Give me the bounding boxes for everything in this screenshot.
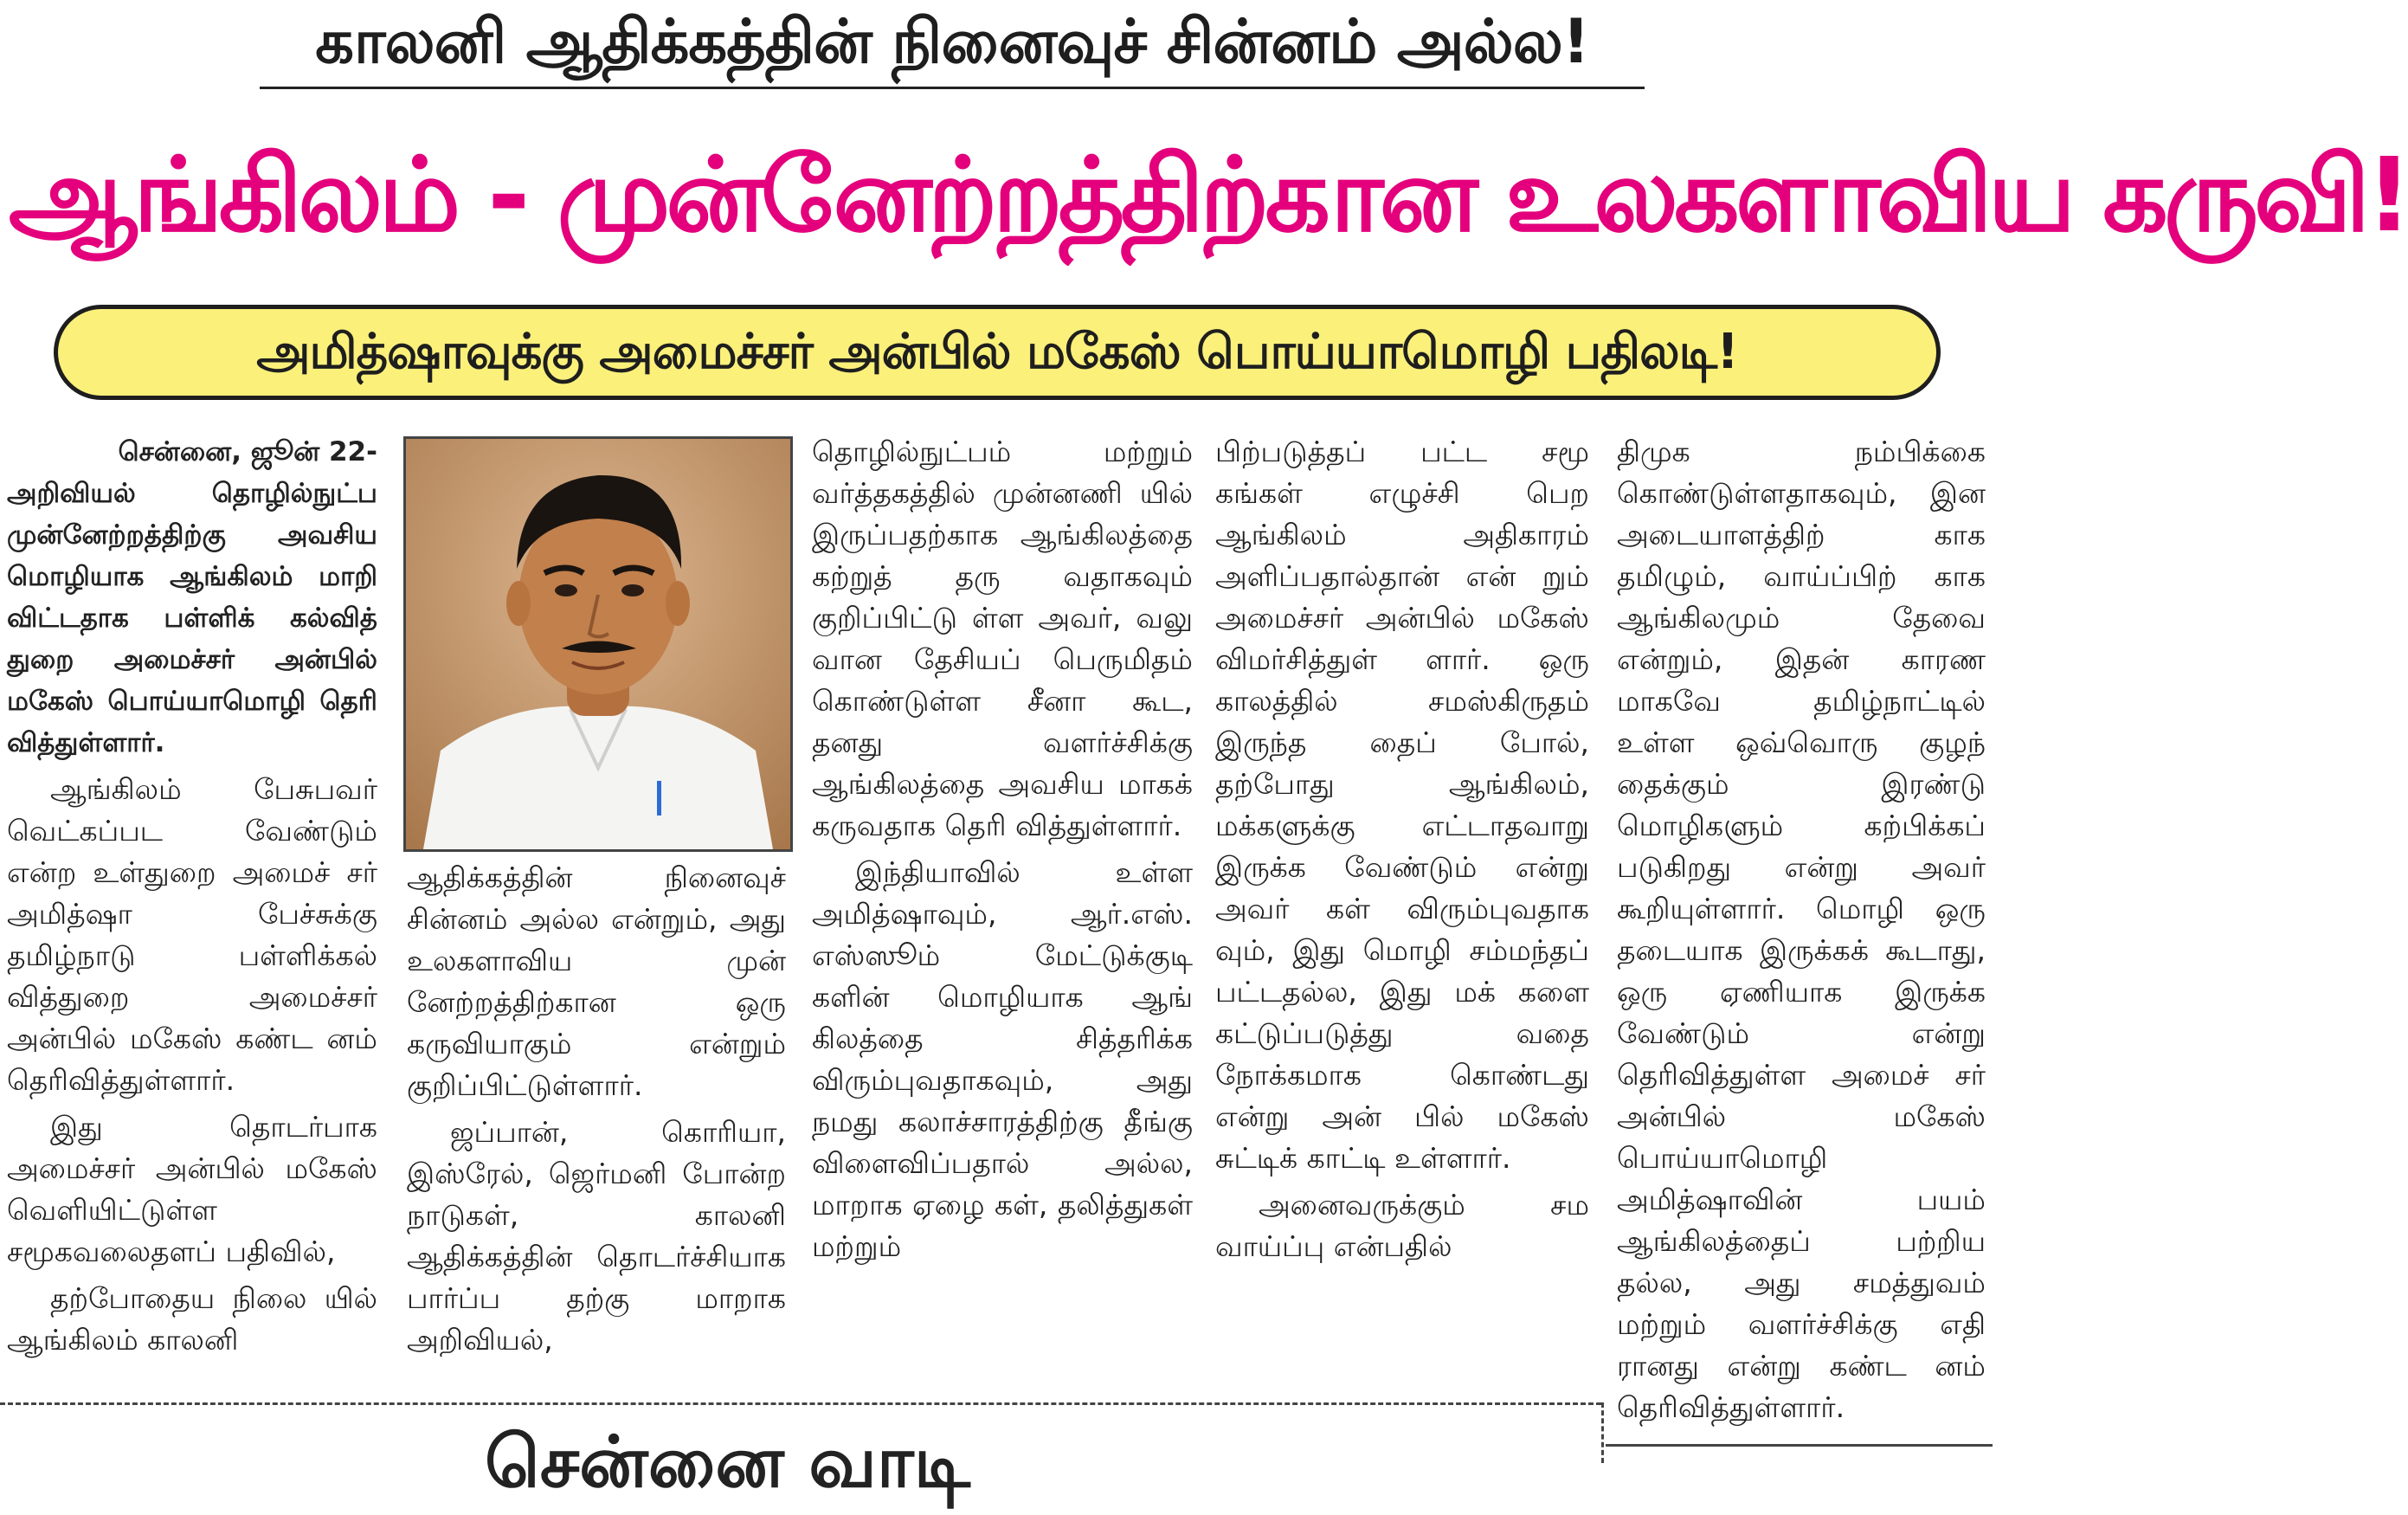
body-paragraph: தற்போதைய நிலை யில் ஆங்கிலம் காலனி bbox=[7, 1281, 377, 1357]
body-paragraph: தொழில்நுட்பம் மற்றும் வர்த்தகத்தில் முன்னணி யில் இருப்பதற்காக ஆங்கிலத்தை கற்றுத் தரு வதாகவும் குறிப்பிட்டு ள்ள அவர், வலு வான தேசியப் பெருமிதம் கொண்டுள்ள சீனா கூட, தனது வளர்ச்சிக்கு ஆங்கிலத்தை அவசிய மாகக் கருவதாக தெரி வித்துள்ளார். bbox=[812, 435, 1193, 842]
body-paragraph: பிற்படுத்தப் பட்ட சமூ கங்கள் எழுச்சி பெற ஆங்கிலம் அதிகாரம் அளிப்பதால்தான் என் றும் அமைச்சர் அன்பில் மகேஸ் விமர்சித்துள் ளார். ஒரு காலத்தில் சமஸ்கிருதம் இருந்த தைப் போல், தற்போது ஆங்கிலம், மக்களுக்கு எட்டாதவாறு இருக்க வேண்டும் என்று அவர் கள் விரும்புவதாக வும், இது மொழி சம்மந்தப் பட்டதல்ல, இது மக் களை கட்டுப்படுத்து வதை நோக்கமாக கொண்டது என்று அன் பில் மகேஸ் சுட்டிக் காட்டி உள்ளார். bbox=[1215, 435, 1589, 1175]
divider bbox=[1606, 1444, 1993, 1447]
article-column-2 bbox=[407, 857, 786, 1366]
dateline: சென்னை, ஜூன் 22- bbox=[118, 436, 377, 467]
minister-photo bbox=[403, 436, 793, 852]
dashed-divider-vertical bbox=[1601, 1402, 1604, 1463]
body-paragraph: ஜப்பான், கொரியா, இஸ்ரேல், ஜெர்மனி போன்ற நாடுகள், காலனி ஆதிக்கத்தின் தொடர்ச்சியாக பார்ப்ப தற்கு மாறாக அறிவியல், bbox=[407, 1115, 786, 1357]
article-column-5 bbox=[1617, 431, 1986, 1434]
kicker-headline: காலனி ஆதிக்கத்தின் நினைவுச் சின்னம் அல்ல! bbox=[260, 0, 1645, 89]
dashed-divider bbox=[0, 1402, 1601, 1405]
article-column-1 bbox=[7, 431, 377, 1366]
main-headline: ஆங்கிலம் - முன்னேற்றத்திற்கான உலகளாவிய கருவி! bbox=[9, 135, 2408, 255]
body-paragraph: இந்தியாவில் உள்ள அமித்ஷாவும், ஆர்.எஸ். எஸ்ஸூம் மேட்டுக்குடி களின் மொழியாக ஆங் கிலத்தை சித்தரிக்க விரும்புவதாகவும், அது நமது கலாச்சாரத்திற்கு தீங்கு விளைவிப்பதால் அல்ல, மாறாக ஏழை கள், தலித்துகள் மற்றும் bbox=[812, 855, 1193, 1263]
body-paragraph: இது தொடர்பாக அமைச்சர் அன்பில் மகேஸ் வெளியிட்டுள்ள சமூகவலைதளப் பதிவில், bbox=[7, 1110, 377, 1268]
lead-text: அறிவியல் தொழில்நுட்ப முன்னேற்றத்திற்கு அவசிய மொழியாக ஆங்கிலம் மாறி விட்டதாக பள்ளிக் கல்வித் துறை அமைச்சர் அன்பில் மகேஸ் பொய்யாமொழி தெரி வித்துள்ளார். bbox=[7, 478, 377, 758]
article-column-3 bbox=[812, 431, 1193, 1273]
body-paragraph: ஆங்கிலம் பேசுபவர் வெட்கப்பட வேண்டும் என்ற உள்துறை அமைச் சர் அமித்ஷா பேச்சுக்கு தமிழ்நாடு பள்ளிக்கல் வித்துறை அமைச்சர் அன்பில் மகேஸ் கண்ட னம் தெரிவித்துள்ளார். bbox=[7, 772, 377, 1097]
article-column-4 bbox=[1215, 431, 1589, 1273]
body-paragraph: ஆதிக்கத்தின் நினைவுச் சின்னம் அல்ல என்றும், அது உலகளாவிய முன் னேற்றத்திற்கான ஒரு கருவியாகும் என்றும் குறிப்பிட்டுள்ளார். bbox=[407, 861, 786, 1102]
portrait-illustration bbox=[406, 439, 790, 849]
lead-paragraph bbox=[7, 431, 377, 764]
next-article-headline: சென்னை வாடி bbox=[485, 1422, 970, 1504]
body-paragraph: அனைவருக்கும் சம வாய்ப்பு என்பதில் bbox=[1215, 1188, 1589, 1263]
deck-subheadline: அமித்ஷாவுக்கு அமைச்சர் அன்பில் மகேஸ் பொய்யாமொழி பதிலடி! bbox=[54, 305, 1941, 400]
body-paragraph: திமுக நம்பிக்கை கொண்டுள்ளதாகவும், இன அடையாளத்திற் காக தமிழும், வாய்ப்பிற் காக ஆங்கிலமும் தேவை என்றும், இதன் காரண மாகவே தமிழ்நாட்டில் உள்ள ஒவ்வொரு குழந் தைக்கும் இரண்டு மொழிகளும் கற்பிக்கப் படுகிறது என்று அவர் கூறியுள்ளார். மொழி ஒரு தடையாக இருக்கக் கூடாது, ஒரு ஏணியாக இருக்க வேண்டும் என்று தெரிவித்துள்ள அமைச் சர் அன்பில் மகேஸ் பொய்யாமொழி அமித்ஷாவின் பயம் ஆங்கிலத்தைப் பற்றிய தல்ல, அது சமத்துவம் மற்றும் வளர்ச்சிக்கு எதி ரானது என்று கண்ட னம் தெரிவித்துள்ளார். bbox=[1617, 435, 1986, 1424]
